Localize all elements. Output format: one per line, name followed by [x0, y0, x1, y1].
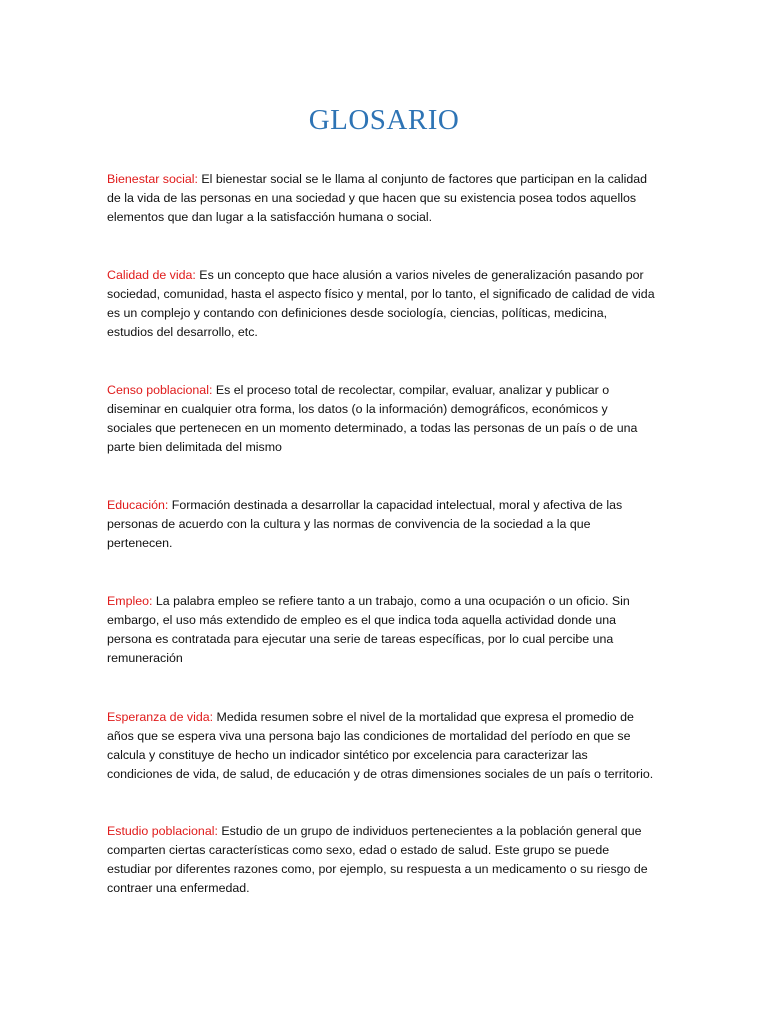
- glossary-entry-censo-poblacional: [107, 381, 655, 457]
- glossary-definition: Es un concepto que hace alusión a varios niveles de generalización pasando por sociedad, comunidad, hasta el aspecto físico y mental, por lo tanto, el significado de calidad de vida es un complejo y contando con definiciones desde sociología, ciencias, políticas, medicina, estudios del desarrollo, etc.: [107, 268, 655, 339]
- glossary-definition: Medida resumen sobre el nivel de la mortalidad que expresa el promedio de años que se espera viva una persona bajo las condiciones de mortalidad del período en que se calcula y constituye de hecho un indicador sintético por excelencia para caracterizar las condiciones de vida, de salud, de educación y de otras dimensiones sociales de un país o territorio.: [107, 710, 654, 781]
- glossary-term: Bienestar social:: [107, 172, 198, 186]
- glossary-term: Calidad de vida:: [107, 268, 196, 282]
- glossary-term: Estudio poblacional:: [107, 824, 218, 838]
- glossary-definition: Estudio de un grupo de individuos pertenecientes a la población general que comparten ciertas características como sexo, edad o estado de salud. Este grupo se puede estudiar por diferentes razones como, por ejemplo, su respuesta a un medicamento o su riesgo de contraer una enfermedad.: [107, 824, 648, 895]
- glossary-entry-esperanza-de-vida: [107, 708, 655, 784]
- glossary-entry-educacion: [107, 496, 655, 553]
- glossary-term: Empleo:: [107, 594, 153, 608]
- page-title: GLOSARIO: [308, 104, 460, 136]
- glossary-entry-empleo: [107, 592, 655, 668]
- glossary-definition: El bienestar social se le llama al conjunto de factores que participan en la calidad de la vida de las personas en una sociedad y que hacen que su existencia posea todos aquellos elementos que dan lugar a la satisfacción humana o social.: [107, 172, 648, 224]
- glossary-entry-estudio-poblacional: [107, 822, 655, 898]
- glossary-term: Censo poblacional:: [107, 383, 213, 397]
- glossary-definition: La palabra empleo se refiere tanto a un trabajo, como a una ocupación o un oficio. Sin embargo, el uso más extendido de empleo es el que indica toda aquella actividad donde una persona es contratada para ejecutar una serie de tareas específicas, por lo cual percibe una remuneración: [107, 594, 630, 665]
- glossary-definition: Formación destinada a desarrollar la capacidad intelectual, moral y afectiva de las personas de acuerdo con la cultura y las normas de convivencia de la sociedad a la que pertenecen.: [107, 498, 623, 550]
- glossary-term: Esperanza de vida:: [107, 710, 214, 724]
- glossary-definition: Es el proceso total de recolectar, compilar, evaluar, analizar y publicar o diseminar en cualquier otra forma, los datos (o la información) demográficos, económicos y sociales que pertenecen en un momento determinado, a todas las personas de un país o de una parte bien delimitada del mismo: [107, 383, 638, 454]
- glossary-term: Educación:: [107, 498, 169, 512]
- glossary-entry-bienestar-social: [107, 170, 655, 227]
- glossary-entry-calidad-de-vida: [107, 266, 655, 342]
